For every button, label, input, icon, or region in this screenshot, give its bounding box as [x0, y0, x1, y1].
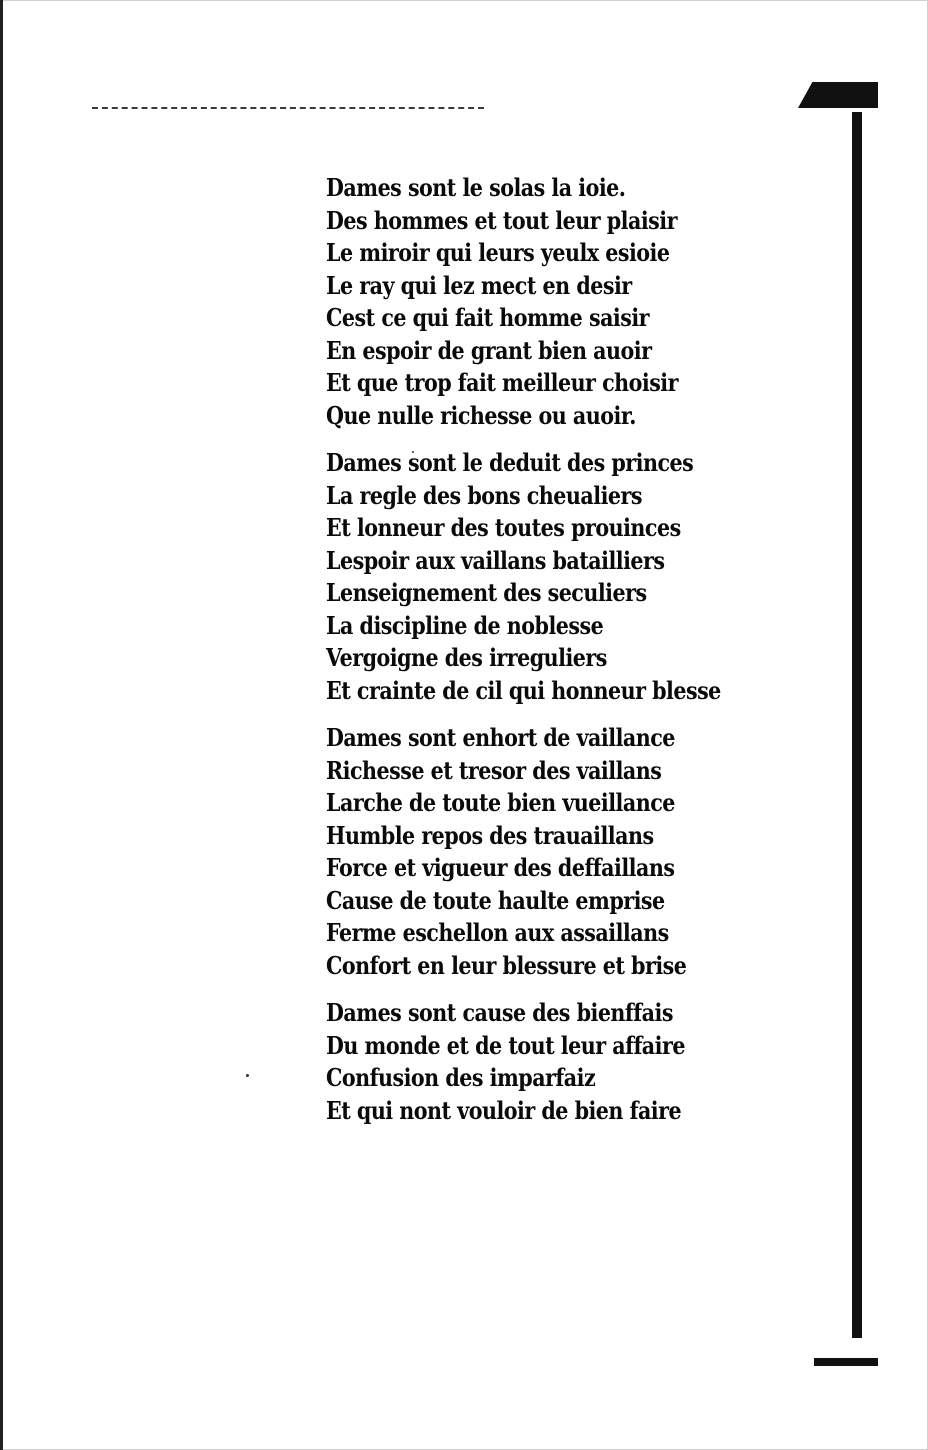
stanza-3	[326, 722, 786, 982]
verse-line: Richesse et tresor des vaillans	[326, 755, 662, 785]
verse-line: Lespoir aux vaillans batailliers	[326, 545, 665, 575]
verse-line: Et crainte de cil qui honneur blesse	[326, 675, 721, 705]
verse-line: Larche de toute bien vueillance	[326, 788, 675, 817]
left-page-edge	[0, 0, 3, 1450]
verse-line: Du monde et de tout leur affaire	[326, 1030, 685, 1060]
right-margin-stub	[814, 1358, 878, 1366]
verse-line: Force et vigueur des deffaillans	[326, 853, 675, 882]
verse-line: Et qui nont vouloir de bien faire	[326, 1095, 682, 1125]
stanza-1	[326, 172, 786, 432]
verse-line: Dames sont le deduit des princes	[326, 448, 694, 477]
verse-line: Ferme eschellon aux assaillans	[326, 918, 669, 947]
verse-line: Dames sont cause des bienffais	[326, 998, 673, 1027]
verse-line: Dames sont le solas la ioie.	[326, 173, 626, 202]
verse-line: Que nulle richesse ou auoir.	[326, 400, 636, 430]
verse-line: En espoir de grant bien auoir	[326, 335, 652, 365]
verse-line: Lenseignement des seculiers	[326, 578, 647, 607]
stanza-2	[326, 447, 786, 707]
verse-line: Cause de toute haulte emprise	[326, 885, 665, 915]
top-rule	[92, 107, 484, 109]
verse-line: Le miroir qui leurs yeulx esioie	[326, 238, 670, 267]
verse-line: La regle des bons cheualiers	[326, 480, 642, 510]
ink-speck	[246, 1074, 249, 1077]
verse-line: Des hommes et tout leur plaisir	[326, 205, 677, 235]
verse-line: Humble repos des trauaillans	[326, 820, 654, 850]
verse-text	[326, 172, 786, 1142]
verse-line: Vergoigne des irreguliers	[326, 643, 607, 672]
right-margin-bar	[852, 112, 862, 1338]
verse-line: Confort en leur blessure et brise	[326, 950, 687, 980]
verse-line: Et lonneur des toutes prouinces	[326, 513, 681, 542]
verse-line: Cest ce qui fait homme saisir	[326, 303, 650, 332]
verse-line: Confusion des imparfaiz	[326, 1063, 596, 1092]
verse-line: Dames sont enhort de vaillance	[326, 723, 675, 752]
verse-line: Et que trop fait meilleur choisir	[326, 368, 678, 397]
verse-line: La discipline de noblesse	[326, 610, 604, 640]
stanza-4	[326, 997, 786, 1127]
verse-line: Le ray qui lez mect en desir	[326, 270, 632, 300]
